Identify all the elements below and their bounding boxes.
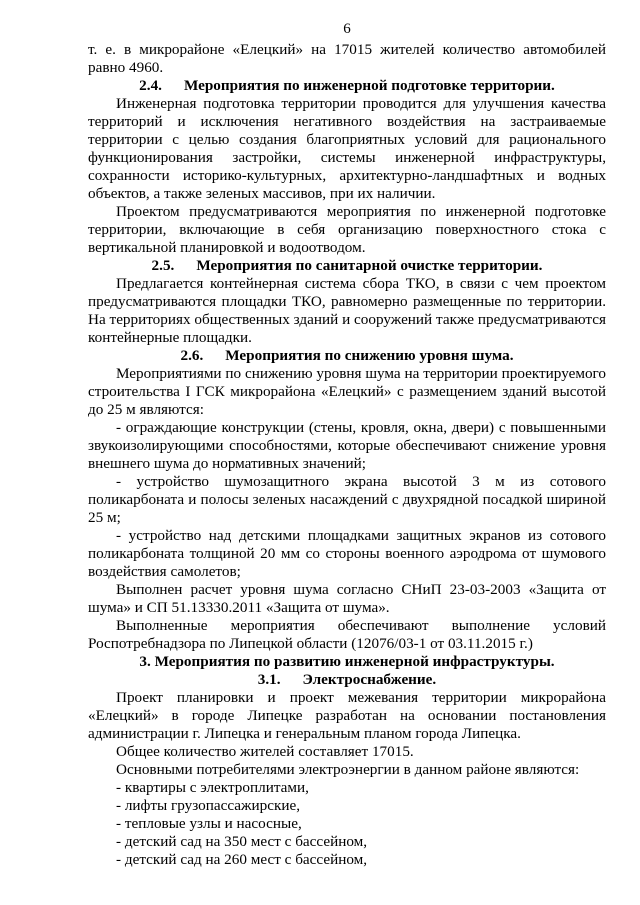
section-title: 3. Мероприятия по развитию инженерной инфраструктуры.	[139, 653, 555, 670]
section-heading	[88, 257, 606, 275]
paragraph: Проект планировки и проект межевания территории микрорайона «Елецкий» в городе Липецке разработан на основании постановления администрации г. Липецка и генеральным планом города Липецка.	[88, 689, 606, 742]
paragraph: Мероприятиями по снижению уровня шума на территории проектируемого строительства I ГСК микрорайона «Елецкий» с размещением зданий высотой до 25 м являются:	[88, 365, 606, 418]
document-page	[88, 20, 606, 869]
paragraph: - детский сад на 350 мест с бассейном,	[116, 833, 368, 850]
paragraph: - устройство над детскими площадками защитных экранов из сотового поликарбоната толщиной 20 мм со стороны военного аэродрома от шумового воздействия самолетов;	[88, 527, 606, 580]
section-heading	[88, 77, 606, 95]
section-number: 2.5.	[151, 257, 175, 274]
document-body	[88, 41, 606, 869]
paragraph: - квартиры с электроплитами,	[116, 779, 309, 796]
section-title: Электроснабжение.	[302, 671, 437, 688]
section-title: Мероприятия по санитарной очистке территории.	[196, 257, 543, 274]
paragraph: Инженерная подготовка территории проводится для улучшения качества территорий и исключения негативного воздействия на застраиваемые территории с целью создания благоприятных условий для рационального функционирования застройки, системы инженерной инфраструктуры, сохранности историко-культурных, архитектурно-ландшафтных и водных объектов, а также зеленых массивов, при их наличии.	[88, 95, 606, 202]
section-number: 3.1.	[257, 671, 281, 688]
paragraph: - устройство шумозащитного экрана высотой 3 м из сотового поликарбоната и полосы зеленых насаждений с двухрядной посадкой шириной 25 м;	[88, 473, 606, 526]
section-heading	[88, 653, 606, 671]
paragraph: - ограждающие конструкции (стены, кровля, окна, двери) с повышенными звукоизолирующими способностями, которые обеспечивают снижение уровня внешнего шума до нормативных значений;	[88, 419, 606, 472]
paragraph: - детский сад на 260 мест с бассейном,	[116, 851, 368, 868]
paragraph: Выполнен расчет уровня шума согласно СНиП 23-03-2003 «Защита от шума» и СП 51.13330.2011 «Защита от шума».	[88, 581, 606, 616]
page-number: 6	[343, 21, 351, 37]
section-heading	[88, 671, 606, 689]
paragraph: Общее количество жителей составляет 17015.	[116, 743, 414, 760]
section-number: 2.6.	[180, 347, 204, 364]
paragraph: т. е. в микрорайоне «Елецкий» на 17015 жителей количество автомобилей равно 4960.	[88, 41, 606, 76]
paragraph: Проектом предусматриваются мероприятия по инженерной подготовке территории, включающие в себя организацию поверхностного стока с вертикальной планировкой и водоотводом.	[88, 203, 606, 256]
section-title: Мероприятия по инженерной подготовке территории.	[183, 77, 555, 94]
section-title: Мероприятия по снижению уровня шума.	[225, 347, 514, 364]
paragraph: - лифты грузопассажирские,	[116, 797, 301, 814]
paragraph: - тепловые узлы и насосные,	[116, 815, 302, 832]
section-heading	[88, 347, 606, 365]
paragraph: Предлагается контейнерная система сбора ТКО, в связи с чем проектом предусматриваются площадки ТКО, равномерно размещенные по территории. На территориях общественных зданий и сооружений также предусматриваются контейнерные площадки.	[88, 275, 606, 346]
section-number: 2.4.	[139, 77, 162, 94]
paragraph: Выполненные мероприятия обеспечивают выполнение условий Роспотребнадзора по Липецкой области (12076/03-1 от 03.11.2015 г.)	[88, 617, 606, 652]
paragraph: Основными потребителями электроэнергии в данном районе являются:	[116, 761, 580, 778]
